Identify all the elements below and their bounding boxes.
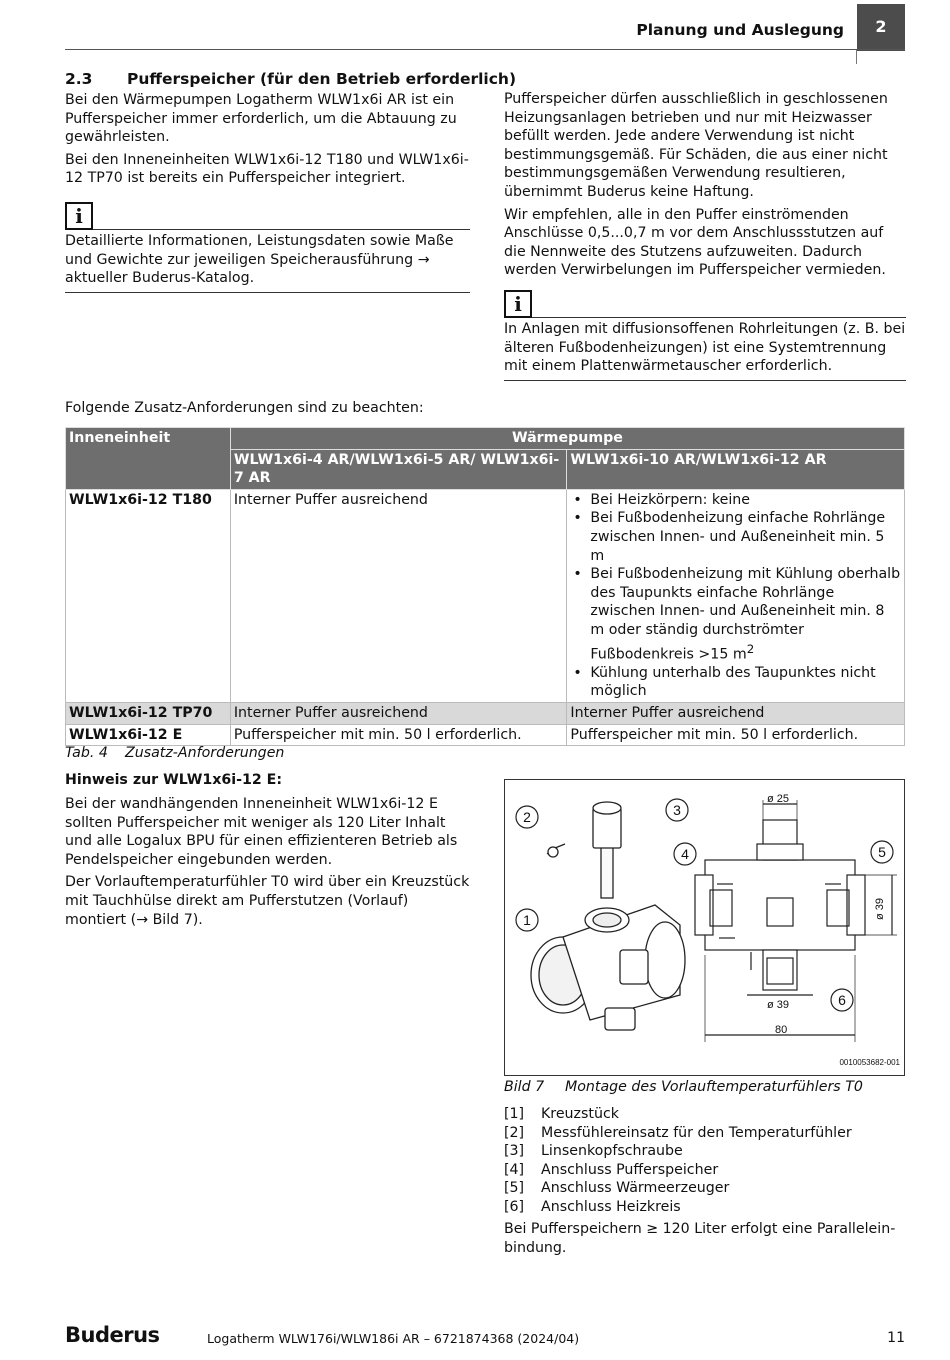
callout-label-4: 4	[681, 846, 689, 862]
list-item: • Bei Heizkörpern: keine	[570, 491, 901, 510]
legend-key: [5]	[504, 1180, 525, 1197]
info-rule-top	[532, 317, 906, 318]
row-unit: WLW1x6i-12 E	[66, 724, 231, 746]
note-paragraph-1: Bei der wandhängenden Inneneinheit WLW1x6i-12 E sollten Pufferspeicher mit weniger als 120 Liter Inhalt und alle Logalux BPU für einen effizienteren Betrieb als Pendelspeicher eingebunden werden.	[65, 796, 458, 868]
legend-key: [1]	[504, 1106, 525, 1122]
row-col2: Pufferspeicher mit min. 50 l erforderlich.	[567, 724, 905, 746]
row-col1: Interner Puffer ausreichend	[230, 489, 567, 702]
callout-label-3: 3	[673, 802, 681, 818]
row-col1: Pufferspeicher mit min. 50 l erforderlich.	[230, 724, 567, 746]
legend-item	[504, 1198, 852, 1217]
figure-caption	[504, 1078, 863, 1097]
row-col2: Interner Puffer ausreichend	[567, 703, 905, 725]
info-note-right	[504, 290, 906, 381]
table-caption-label: Tab. 4	[65, 745, 108, 761]
legend-item	[504, 1179, 852, 1198]
legend-item	[504, 1142, 852, 1161]
note-paragraph-2: Der Vorlauftemperaturfühler T0 wird über ein Kreuzstück mit Tauchhülse direkt am Pufferstutzen (Vorlauf) montiert (→ Bild 7).	[65, 874, 470, 928]
technical-drawing	[695, 800, 897, 1042]
figure-frame	[504, 779, 905, 1076]
figure-caption-label: Bild 7	[504, 1079, 545, 1095]
table-row	[66, 703, 905, 725]
section-title: Pufferspeicher (für den Betrieb erforderlich)	[127, 70, 517, 88]
section-heading	[65, 69, 516, 89]
info-rule-bottom	[65, 292, 470, 293]
legend-text: Kreuzstück	[541, 1106, 619, 1122]
note-body	[65, 795, 470, 933]
list-item: • Bei Fußbodenheizung einfache Rohrlänge zwischen Innen- und Außeneinheit min. 5 m	[570, 509, 901, 565]
info-text-right: In Anlagen mit diffusionsoffenen Rohrleitungen (z. B. bei älteren Fußbodenheizungen) ist eine Systemtrennung mit einem Plattenwärmetauscher erforderlich.	[504, 320, 906, 375]
header-rule	[65, 49, 905, 50]
figure-id: 0010053682-001	[839, 1058, 900, 1067]
info-rule-top	[93, 229, 470, 230]
right-paragraph-1: Pufferspeicher dürfen ausschließlich in geschlossenen Heizungsanlagen betrieben und nur mit Heizwasser befüllt werden. Jede andere Verwendung ist nicht bestimmungsgemäß. Für Schäden, die aus einer nicht bestimmungsgemäßen Verwendung resultieren, übernimmt Buderus keine Haftung.	[504, 91, 888, 200]
legend-text: Linsenkopfschraube	[541, 1143, 683, 1160]
left-paragraph-2: Bei den Inneneinheiten WLW1x6i-12 T180 und WLW1x6i-12 TP70 ist bereits ein Pufferspeicher integriert.	[65, 151, 469, 187]
list-item-text: Bei Fußbodenheizung mit Kühlung oberhalb des Taupunkts einfache Rohrlänge zwischen Innen- und Außeneinheit min. 8 m oder ständig durchströmter Fußbodenkreis >15 m	[590, 566, 901, 663]
legend-text: Messfühlereinsatz für den Temperaturfühler	[541, 1124, 852, 1141]
row-col1: Interner Puffer ausreichend	[230, 703, 567, 725]
header-tick	[856, 50, 857, 64]
legend-key: [4]	[504, 1161, 525, 1178]
page-number: 11	[887, 1330, 905, 1346]
legend-text: Anschluss Wärmeerzeuger	[541, 1180, 730, 1197]
callout-label-1: 1	[523, 912, 531, 928]
running-header-title: Planung und Auslegung	[636, 21, 844, 39]
table-intro: Folgende Zusatz-Anforderungen sind zu beachten:	[65, 400, 424, 416]
legend-key: [6]	[504, 1198, 525, 1215]
note-heading: Hinweis zur WLW1x6i-12 E:	[65, 772, 283, 788]
info-rule-bottom	[504, 380, 906, 381]
requirements-list	[570, 491, 901, 701]
table-header-col2: WLW1x6i-10 AR/WLW1x6i-12 AR	[567, 449, 905, 489]
section-number: 2.3	[65, 70, 93, 88]
requirements-table	[65, 427, 905, 746]
figure-legend	[504, 1105, 852, 1217]
info-note-left	[65, 202, 470, 293]
legend-text: Anschluss Heizkreis	[541, 1198, 681, 1215]
table-header-col1: WLW1x6i-4 AR/WLW1x6i-5 AR/ WLW1x6i-7 AR	[230, 449, 567, 489]
row-unit: WLW1x6i-12 TP70	[66, 703, 231, 725]
callout-label-6: 6	[838, 992, 846, 1008]
legend-text: Anschluss Pufferspeicher	[541, 1161, 719, 1178]
legend-key: [2]	[504, 1124, 525, 1141]
callout-label-2: 2	[523, 809, 531, 825]
superscript: 2	[746, 641, 755, 656]
table-row	[66, 724, 905, 746]
dimension-width: 80	[775, 1024, 788, 1036]
list-item	[570, 565, 901, 664]
info-text-left: Detaillierte Informationen, Leistungsdaten sowie Maße und Gewichte zur jeweiligen Speicherausführung → aktueller Buderus-Katalog.	[65, 232, 454, 287]
fitting-illustration	[531, 802, 685, 1030]
legend-item	[504, 1161, 852, 1180]
legend-item	[504, 1105, 852, 1124]
table-row	[66, 489, 905, 702]
right-column	[504, 90, 906, 381]
dimension-top: ø 25	[767, 793, 790, 805]
cross-fitting-diagram	[505, 780, 904, 1075]
footer-document-info: Logatherm WLW176i/WLW186i AR – 6721874368 (2024/04)	[207, 1331, 580, 1346]
table-header-group: Wärmepumpe	[230, 428, 904, 450]
list-item: • Kühlung unterhalb des Taupunktes nicht möglich	[570, 664, 901, 701]
left-column	[65, 91, 470, 293]
row-unit: WLW1x6i-12 T180	[66, 489, 231, 702]
buderus-logo: Buderus	[65, 1323, 160, 1347]
info-icon: i	[65, 202, 93, 230]
legend-item	[504, 1124, 852, 1143]
right-paragraph-2: Wir empfehlen, alle in den Puffer einströmenden Anschlüsse 0,5...0,7 m vor dem Anschlussstutzen auf die Nennweite des Stutzens aufzuweiten. Dadurch werden Verwirbelungen im Pufferspeicher vermieden.	[504, 206, 886, 279]
row-col2	[567, 489, 905, 702]
table-caption	[65, 744, 284, 763]
legend-note: Bei Pufferspeichern ≥ 120 Liter erfolgt eine Paralleleinbindung.	[504, 1221, 896, 1256]
left-paragraph-1: Bei den Wärmepumpen Logatherm WLW1x6i AR ist ein Pufferspeicher immer erforderlich, um die Abtauung zu gewährleisten.	[65, 92, 457, 146]
figure-caption-text: Montage des Vorlauftemperaturfühlers T0	[565, 1079, 863, 1095]
info-icon: i	[504, 290, 532, 318]
chapter-number-tab: 2	[857, 4, 905, 51]
dimension-bottom: ø 39	[767, 999, 790, 1011]
legend-key: [3]	[504, 1143, 525, 1160]
callout-label-5: 5	[878, 844, 886, 860]
table-header-unit: Inneneinheit	[66, 428, 231, 490]
table-caption-text: Zusatz-Anforderungen	[125, 745, 285, 761]
dimension-side: ø 39	[874, 897, 886, 920]
